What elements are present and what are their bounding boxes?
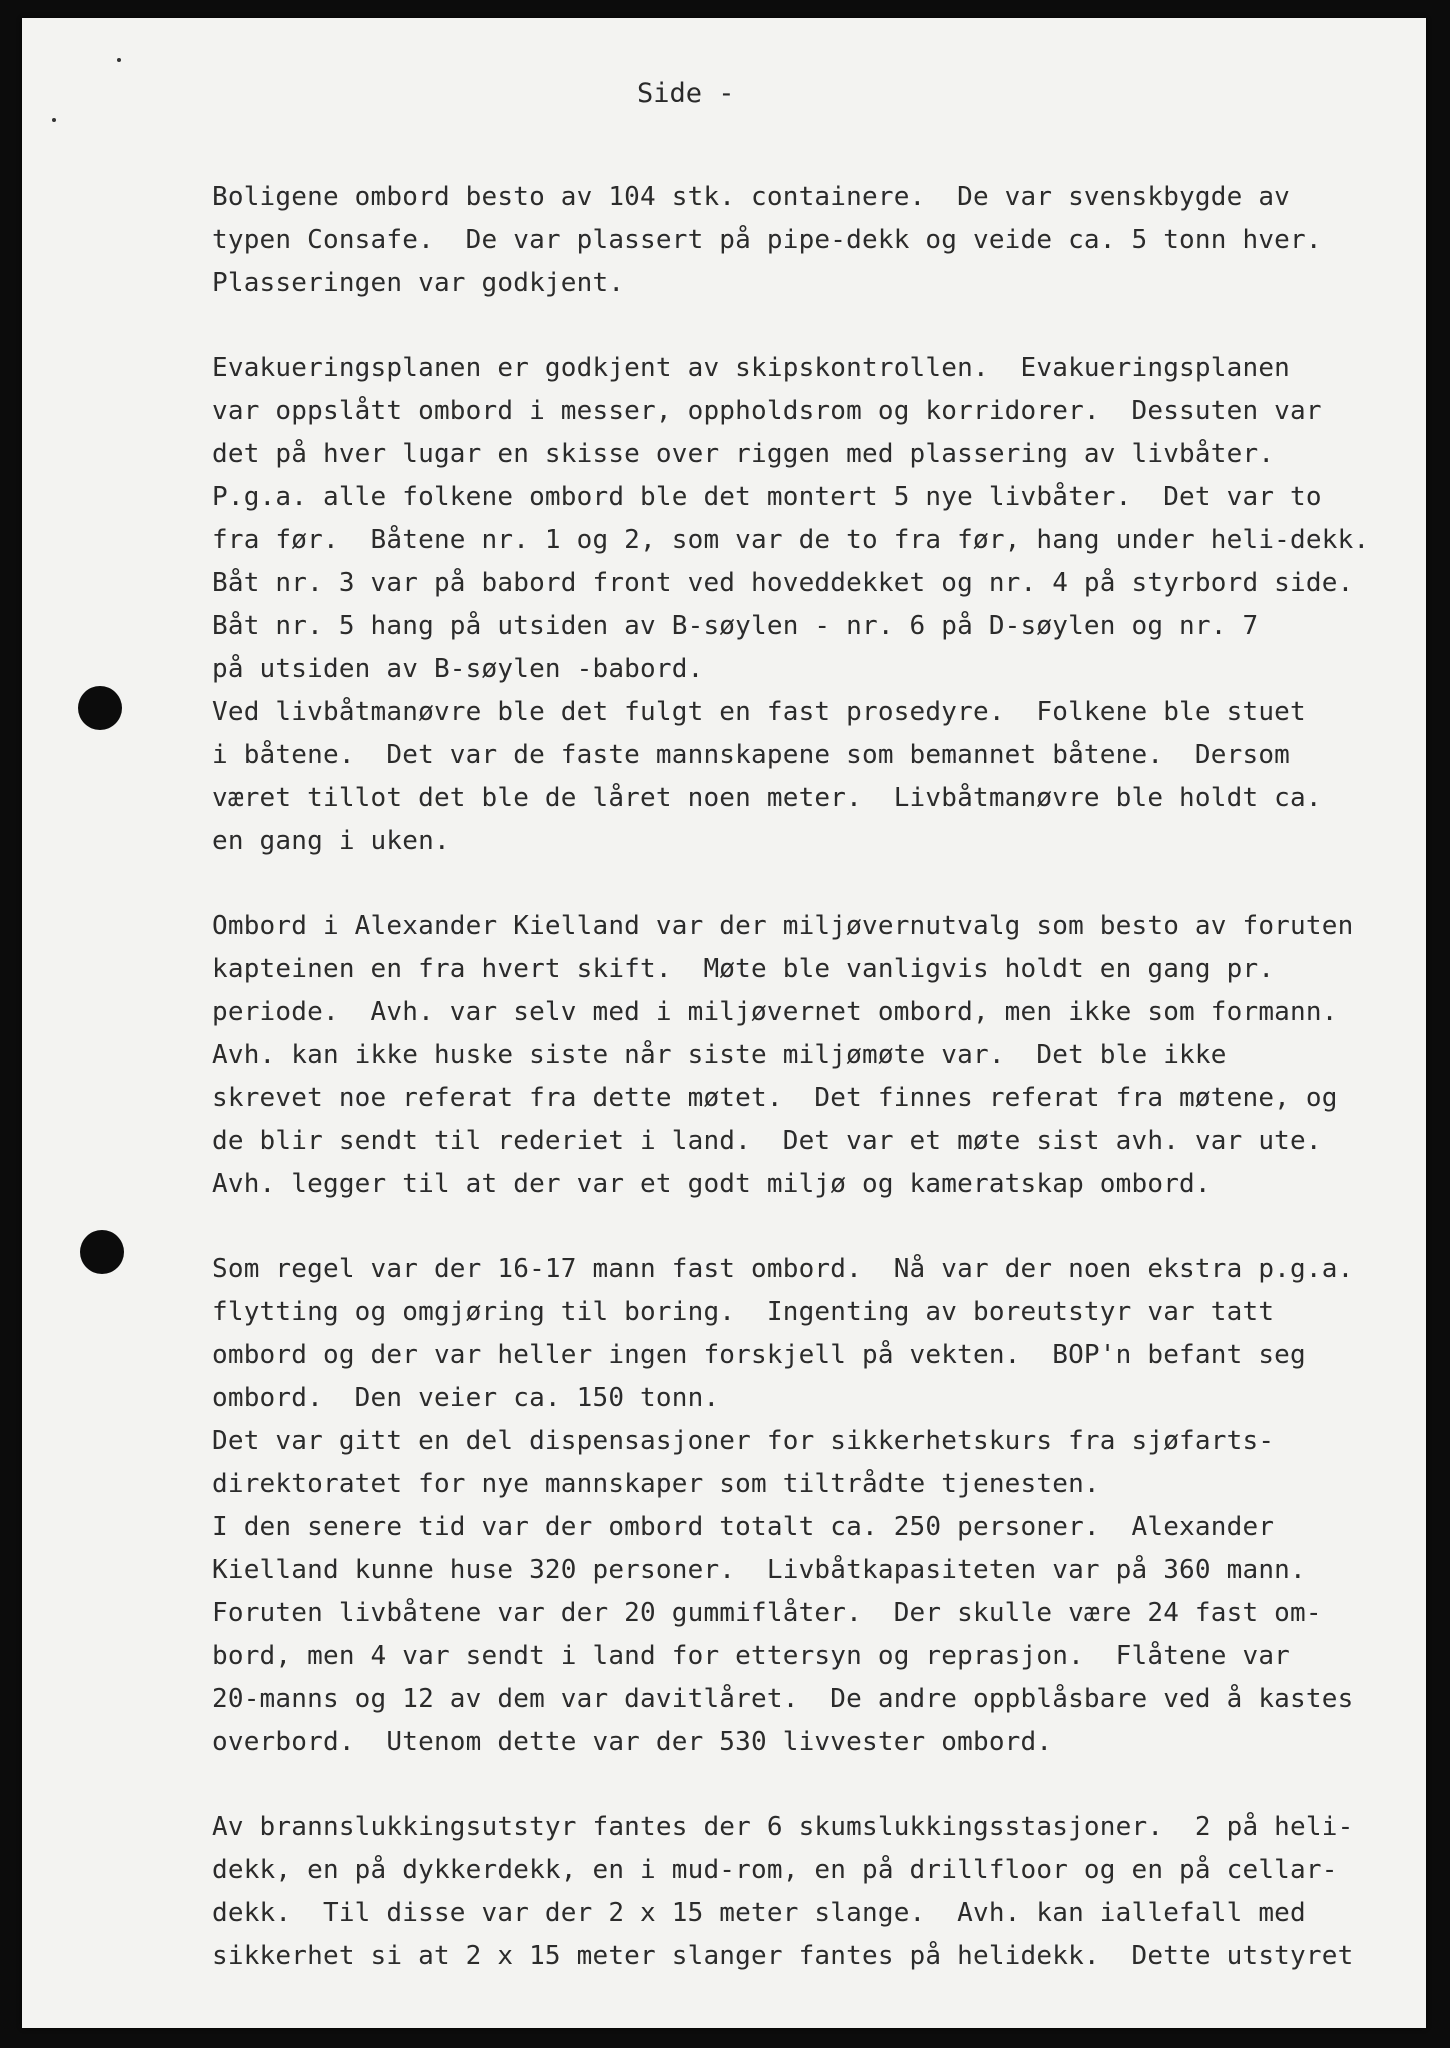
punch-hole-lower	[80, 1230, 124, 1274]
text-line: I den senere tid var der ombord totalt ca. 250 personer. Alexander	[212, 1512, 1275, 1542]
text-line: typen Consafe. De var plassert på pipe-dekk og veide ca. 5 tonn hver.	[212, 225, 1322, 255]
text-line: Evakueringsplanen er godkjent av skipskontrollen. Evakueringsplanen	[212, 353, 1291, 383]
text-line: ombord og der var heller ingen forskjell på vekten. BOP'n befant seg	[212, 1340, 1306, 1370]
text-line: fra før. Båtene nr. 1 og 2, som var de to fra før, hang under heli-dekk.	[212, 525, 1370, 555]
paragraph	[212, 1248, 1442, 1764]
paragraph	[212, 1806, 1442, 1978]
text-line: Båt nr. 3 var på babord front ved hoveddekket og nr. 4 på styrbord side.	[212, 568, 1354, 598]
text-line: de blir sendt til rederiet i land. Det var et møte sist avh. var ute.	[212, 1126, 1322, 1156]
text-line: skrevet noe referat fra dette møtet. Det finnes referat fra møtene, og	[212, 1083, 1338, 1113]
text-line: sikkerhet si at 2 x 15 meter slanger fantes på helidekk. Dette utstyret	[212, 1941, 1354, 1971]
text-line: Avh. legger til at der var et godt miljø og kameratskap ombord.	[212, 1169, 1211, 1199]
text-line: Det var gitt en del dispensasjoner for sikkerhetskurs fra sjøfarts-	[212, 1426, 1275, 1456]
text-line: Av brannslukkingsutstyr fantes der 6 skumslukkingsstasjoner. 2 på heli-	[212, 1812, 1354, 1842]
text-line: P.g.a. alle folkene ombord ble det montert 5 nye livbåter. Det var to	[212, 482, 1322, 512]
text-line: Plasseringen var godkjent.	[212, 268, 625, 298]
text-line: flytting og omgjøring til boring. Ingenting av boreutstyr var tatt	[212, 1297, 1275, 1327]
ink-speck	[117, 58, 121, 62]
text-line: dekk, en på dykkerdekk, en i mud-rom, en på drillfloor og en på cellar-	[212, 1855, 1338, 1885]
text-line: 20-manns og 12 av dem var davitlåret. De andre oppblåsbare ved å kastes	[212, 1684, 1354, 1714]
punch-hole-upper	[78, 686, 122, 730]
text-line: var oppslått ombord i messer, oppholdsrom og korridorer. Dessuten var	[212, 396, 1322, 426]
text-line: det på hver lugar en skisse over riggen med plassering av livbåter.	[212, 439, 1275, 469]
document-page	[22, 18, 1426, 2028]
text-line: været tillot det ble de låret noen meter. Livbåtmanøvre ble holdt ca.	[212, 783, 1322, 813]
body-text	[212, 176, 1442, 1978]
paragraph	[212, 347, 1442, 863]
text-line: Boligene ombord besto av 104 stk. containere. De var svenskbygde av	[212, 182, 1291, 212]
text-line: kapteinen en fra hvert skift. Møte ble vanligvis holdt en gang pr.	[212, 954, 1275, 984]
page-header: Side -	[637, 78, 735, 109]
text-line: Kielland kunne huse 320 personer. Livbåtkapasiteten var på 360 mann.	[212, 1555, 1306, 1585]
ink-speck	[52, 118, 56, 122]
text-line: periode. Avh. var selv med i miljøvernet ombord, men ikke som formann.	[212, 997, 1338, 1027]
text-line: i båtene. Det var de faste mannskapene som bemannet båtene. Dersom	[212, 740, 1291, 770]
text-line: Foruten livbåtene var der 20 gummiflåter. Der skulle være 24 fast om-	[212, 1598, 1322, 1628]
text-line: Ved livbåtmanøvre ble det fulgt en fast prosedyre. Folkene ble stuet	[212, 697, 1306, 727]
text-line: Båt nr. 5 hang på utsiden av B-søylen - nr. 6 på D-søylen og nr. 7	[212, 611, 1259, 641]
text-line: dekk. Til disse var der 2 x 15 meter slange. Avh. kan iallefall med	[212, 1898, 1306, 1928]
text-line: Som regel var der 16-17 mann fast ombord. Nå var der noen ekstra p.g.a.	[212, 1254, 1354, 1284]
text-line: Ombord i Alexander Kielland var der miljøvernutvalg som besto av foruten	[212, 911, 1354, 941]
text-line: på utsiden av B-søylen -babord.	[212, 654, 704, 684]
text-line: bord, men 4 var sendt i land for ettersyn og reprasjon. Flåtene var	[212, 1641, 1291, 1671]
text-line: overbord. Utenom dette var der 530 livvester ombord.	[212, 1727, 1053, 1757]
text-line: en gang i uken.	[212, 826, 450, 856]
text-line: ombord. Den veier ca. 150 tonn.	[212, 1383, 720, 1413]
text-line: direktoratet for nye mannskaper som tiltrådte tjenesten.	[212, 1469, 1100, 1499]
paragraph	[212, 176, 1442, 305]
text-line: Avh. kan ikke huske siste når siste miljømøte var. Det ble ikke	[212, 1040, 1227, 1070]
paragraph	[212, 905, 1442, 1206]
